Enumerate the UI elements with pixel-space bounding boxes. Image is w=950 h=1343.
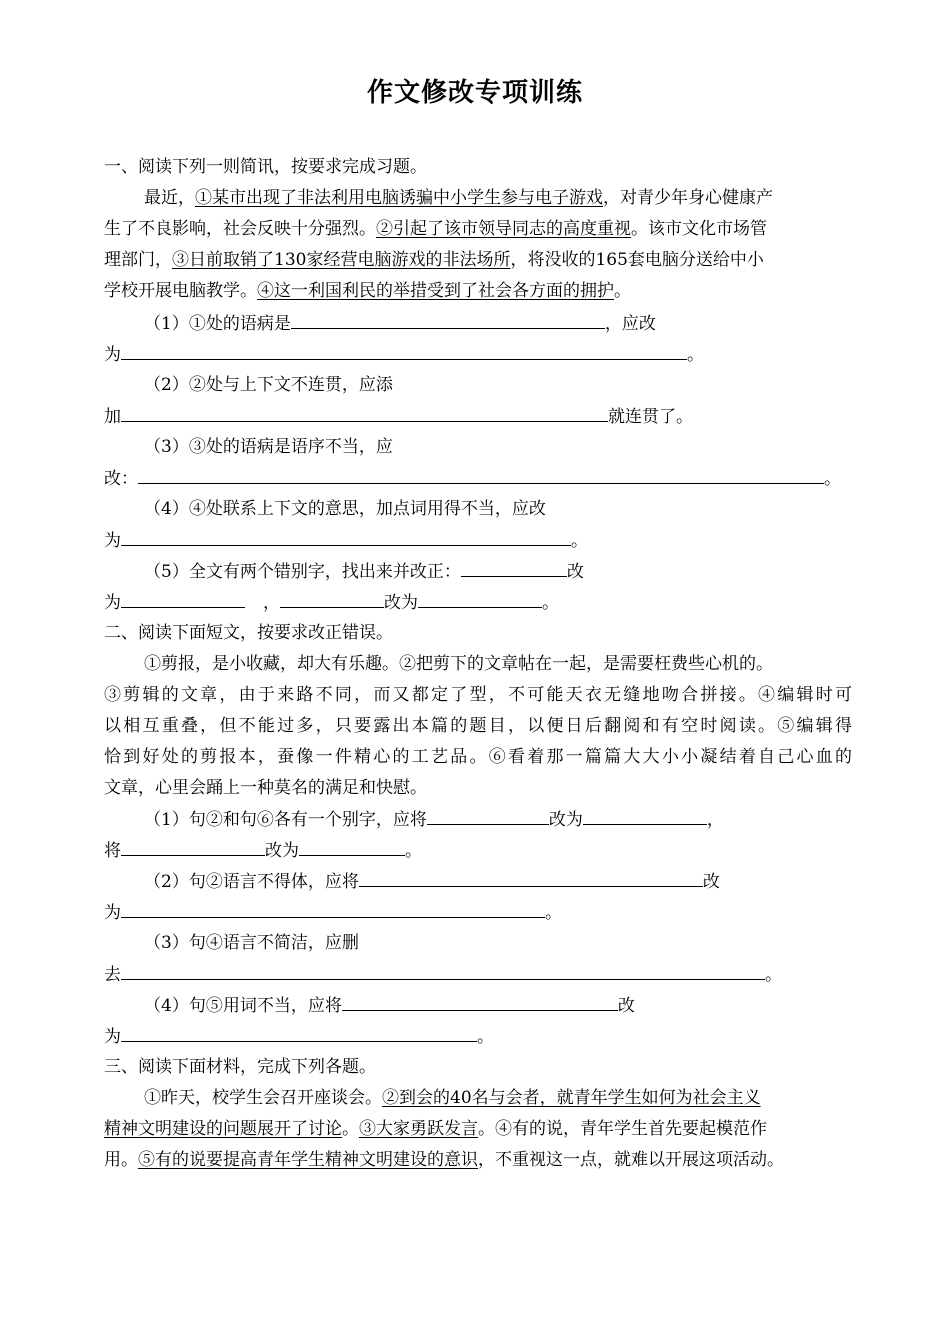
s1-q2-answer-line xyxy=(104,404,693,429)
s1-text: 。该市文化市场管 xyxy=(631,219,767,239)
s2-line-2 xyxy=(104,683,852,707)
s2-line-4 xyxy=(104,745,852,769)
question-text: 改 xyxy=(702,872,720,892)
s3-underlined-1: ②到会的40名与会者，就青年学生如何为社会主义 xyxy=(382,1088,761,1108)
s1-underlined-1: ①某市出现了非法利用电脑诱骗中小学生参与电子游戏 xyxy=(195,188,603,208)
question-text: （4）句⑤用词不当，应将 xyxy=(144,996,342,1016)
s1-underlined-3: ③日前取销了130家经营电脑游戏的非法场所 xyxy=(172,250,511,270)
s3-line-1 xyxy=(144,1086,761,1110)
s2-q4-line xyxy=(144,993,635,1018)
s3-underlined-1b: 精神文明建设的问题展开了讨论 xyxy=(104,1119,342,1139)
question-text: 将 xyxy=(104,841,121,861)
page-title: 作文修改专项训练 xyxy=(366,78,583,108)
answer-blank[interactable] xyxy=(121,1024,477,1042)
answer-blank[interactable] xyxy=(121,838,265,856)
question-text: 改为 xyxy=(265,841,299,861)
question-text: 为 xyxy=(104,345,121,365)
s2-q3-line: （3）句④语言不简洁，应删 xyxy=(144,933,359,953)
s1-text: 理部门， xyxy=(104,250,172,270)
section-3-heading: 三、阅读下面材料，完成下列各题。 xyxy=(104,1057,376,1077)
s3-text: ①昨天，校学生会召开座谈会。 xyxy=(144,1088,382,1108)
s2-text: 恰到好处的剪报本，蚕像一件精心的工艺品。⑥看着那一篇篇大大小小凝结着自己心血的 xyxy=(104,747,852,767)
s1-text: ，将没收的165套电脑分送给中小 xyxy=(510,250,764,270)
question-text: （1）句②和句⑥各有一个别字，应将 xyxy=(144,810,427,830)
s2-text: ③剪辑的文章，由于来路不同，而又都定了型，不可能天衣无缝地吻合拼接。④编辑时可 xyxy=(104,685,852,705)
s1-underlined-2: ②引起了该市领导同志的高度重视 xyxy=(376,219,631,239)
s2-q3-answer-line xyxy=(104,962,782,987)
s1-text: ，对青少年身心健康产 xyxy=(603,188,773,208)
s1-q4-line: （4）④处联系上下文的意思，加点词用得不当，应改 xyxy=(144,499,546,519)
answer-blank[interactable] xyxy=(342,993,618,1011)
section-2-heading: 二、阅读下面短文，按要求改正错误。 xyxy=(104,623,393,643)
s2-line-3 xyxy=(104,714,852,738)
answer-blank[interactable] xyxy=(121,900,545,918)
answer-blank[interactable] xyxy=(461,559,567,577)
answer-blank[interactable] xyxy=(583,807,707,825)
s1-line-4 xyxy=(104,279,631,303)
question-text: （1）①处的语病是 xyxy=(144,314,291,334)
s1-line-3 xyxy=(104,248,764,272)
question-text: 。 xyxy=(542,593,559,613)
answer-blank[interactable] xyxy=(121,590,245,608)
s1-text: 生了不良影响，社会反映十分强烈。 xyxy=(104,219,376,239)
question-text: 为 xyxy=(104,1027,121,1047)
s1-q5-line xyxy=(144,559,584,584)
s1-underlined-4: ④这一利国利民的举措受到了社会各方面的拥护 xyxy=(257,281,614,301)
question-text: （5）全文有两个错别字，找出来并改正： xyxy=(144,562,461,582)
s2-q1-answer-line xyxy=(104,838,422,863)
s3-underlined-3: ⑤有的说要提高青年学生精神文明建设的意识 xyxy=(138,1150,478,1170)
s1-line-1 xyxy=(144,186,773,210)
question-text: 。 xyxy=(687,345,704,365)
s3-text: 。④有的说，青年学生首先要起模范作 xyxy=(478,1119,767,1139)
s3-underlined-2: ③大家勇跃发言 xyxy=(359,1119,478,1139)
s1-text: 最近， xyxy=(144,188,195,208)
s1-q1-line xyxy=(144,311,656,336)
answer-blank[interactable] xyxy=(138,466,824,484)
s1-q3-line: （3）③处的语病是语序不当，应 xyxy=(144,437,393,457)
answer-blank[interactable] xyxy=(291,311,605,329)
answer-blank[interactable] xyxy=(121,342,687,360)
s1-q2-line: （2）②处与上下文不连贯，应添 xyxy=(144,375,393,395)
question-text: 。 xyxy=(571,531,588,551)
question-text: 为 xyxy=(104,903,121,923)
s3-text: ，不重视这一点，就难以开展这项活动。 xyxy=(478,1150,784,1170)
question-text: 。 xyxy=(545,903,562,923)
s1-line-2 xyxy=(104,217,767,241)
answer-blank[interactable] xyxy=(427,807,549,825)
s2-text: 以相互重叠，但不能过多，只要露出本篇的题目，以便日后翻阅和有空时阅读。⑤编辑得 xyxy=(104,716,852,736)
question-text: 为 xyxy=(104,531,121,551)
answer-blank[interactable] xyxy=(418,590,542,608)
answer-blank[interactable] xyxy=(121,528,571,546)
question-text: 加 xyxy=(104,407,121,427)
answer-blank[interactable] xyxy=(121,404,608,422)
question-text: 。 xyxy=(405,841,422,861)
question-text: 改 xyxy=(617,996,635,1016)
question-text: 改： xyxy=(104,469,138,489)
s1-q1-answer-line xyxy=(104,342,704,367)
s2-line-5: 文章，心里会踊上一种莫名的满足和快慰。 xyxy=(104,778,427,798)
question-text: ， xyxy=(706,810,724,830)
answer-blank[interactable] xyxy=(121,962,765,980)
s3-line-2 xyxy=(104,1117,767,1141)
answer-blank[interactable] xyxy=(299,838,405,856)
s2-q2-line xyxy=(144,869,720,894)
section-1-heading: 一、阅读下列一则简讯，按要求完成习题。 xyxy=(104,157,427,177)
s1-q3-answer-line xyxy=(104,466,841,491)
question-text: ，应改 xyxy=(604,314,656,334)
s1-q4-answer-line xyxy=(104,528,588,553)
s1-text: 学校开展电脑教学。 xyxy=(104,281,257,301)
question-text: 。 xyxy=(824,469,841,489)
s2-q2-answer-line xyxy=(104,900,562,925)
question-text: ， xyxy=(263,593,280,613)
s1-text: 。 xyxy=(614,281,631,301)
question-text: 改 xyxy=(566,562,584,582)
s2-line-1: ①剪报，是小收藏，却大有乐趣。②把剪下的文章帖在一起，是需要枉费些心机的。 xyxy=(144,654,773,674)
question-text: 为 xyxy=(104,593,121,613)
s2-q1-line xyxy=(144,807,724,832)
s3-text: 用。 xyxy=(104,1150,138,1170)
s3-text: 。 xyxy=(342,1119,359,1139)
question-text: （2）句②语言不得体，应将 xyxy=(144,872,359,892)
question-text: 就连贯了。 xyxy=(608,407,693,427)
question-text: 。 xyxy=(477,1027,494,1047)
question-text: 改为 xyxy=(384,593,418,613)
s3-line-3 xyxy=(104,1148,784,1172)
question-text: 。 xyxy=(765,965,782,985)
question-text: 去 xyxy=(104,965,121,985)
answer-blank[interactable] xyxy=(359,869,703,887)
s1-q5-answer-line xyxy=(104,590,559,615)
answer-blank[interactable] xyxy=(280,590,384,608)
question-text: 改为 xyxy=(548,810,583,830)
s2-q4-answer-line xyxy=(104,1024,494,1049)
